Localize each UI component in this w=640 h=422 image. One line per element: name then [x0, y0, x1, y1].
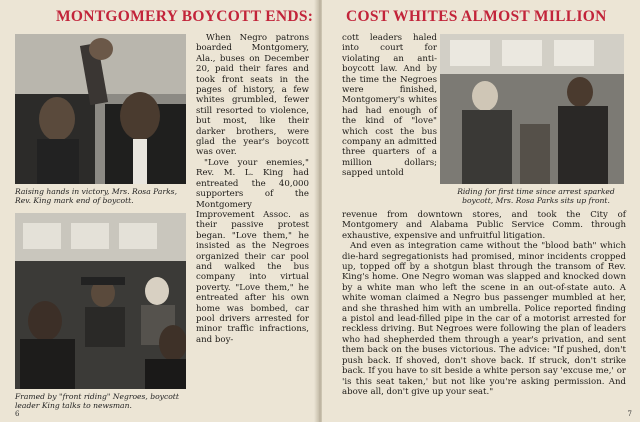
photo1-caption: Raising hands in victory, Mrs. Rosa Parks, Rev. King mark end of boycott.	[15, 187, 177, 205]
right-column-top-text: cott leaders haled into court for violating an anti-boycott law. And by the time the Negroes were finished, Montgomery's whites had had enough of the kind of "love" which cost the bus company an admitted three quarters of a million dollars; sapped untold	[342, 33, 437, 179]
left-article-column	[196, 33, 309, 345]
page-number-right: 7	[627, 410, 632, 418]
photo-parks-front-seat	[440, 34, 624, 184]
photo-raised-hands	[15, 34, 186, 184]
photo3-caption: Riding for first time since arrest sparked boycott, Mrs. Rosa Parks sits up front.	[457, 187, 615, 205]
right-paragraph-2: And even as integration came without the "blood bath" which die-hard segregationists had promised, minor incidents cropped up, topped off by a shotgun blast through the transom of Rev. King's home. One Negro woman was slapped and knocked down by a white man who left the scene in an out-of-state auto. A white woman claimed a Negro bus passenger mumbled at her, and she thrashed him with an umbrella. Police reported finding a pistol and lead-filled pipe in the car of a motorist arrested for reckless driving. But Negroes were following the plan of leaders who had shepherded them through a year's privation, and sent them back on the buses victorious. The advice: "If pushed, don't push back. If shoved, don't shove back. If struck, don't strike back. If you have to sit beside a white person say 'excuse me,' or 'is this seat taken,' but not like you're asking permission. And above all, don't give up your seat."	[342, 241, 626, 397]
right-headline: COST WHITES ALMOST MILLION	[346, 8, 607, 25]
left-page	[0, 0, 318, 422]
photo-front-riding	[15, 213, 186, 389]
right-wide-column	[342, 210, 626, 397]
right-paragraph-1: revenue from downtown stores, and took the City of Montgomery and Alabama Public Service Comm. through exhaustive, expensive and unfruitful litigation.	[342, 210, 626, 241]
photo2-caption: Framed by "front riding" Negroes, boycott leader King talks to newsman.	[15, 392, 179, 410]
right-narrow-column	[342, 33, 437, 179]
left-paragraph-2: "Love your enemies," Rev. M. L. King had entreated the 40,000 supporters of the Montgomery Improvement Assoc. as their passive protest began. "Love them," he insisted as the Negroes organized their car pool and walked the bus company into virtual poverty. "Love them," he entreated after his own home was bombed, car pool drivers arrested for minor traffic infractions, and boy-	[196, 157, 309, 345]
left-paragraph-1: When Negro patrons boarded Montgomery, Ala., buses on December 20, paid their fares and took front seats in the pages of history, a few whites grumbled, fewer still resorted to violence, but most, like their darker brothers, were glad the year's boycott was over.	[196, 33, 309, 158]
page-number-left: 6	[15, 410, 20, 418]
left-headline: MONTGOMERY BOYCOTT ENDS:	[56, 8, 314, 25]
right-page	[322, 0, 640, 422]
